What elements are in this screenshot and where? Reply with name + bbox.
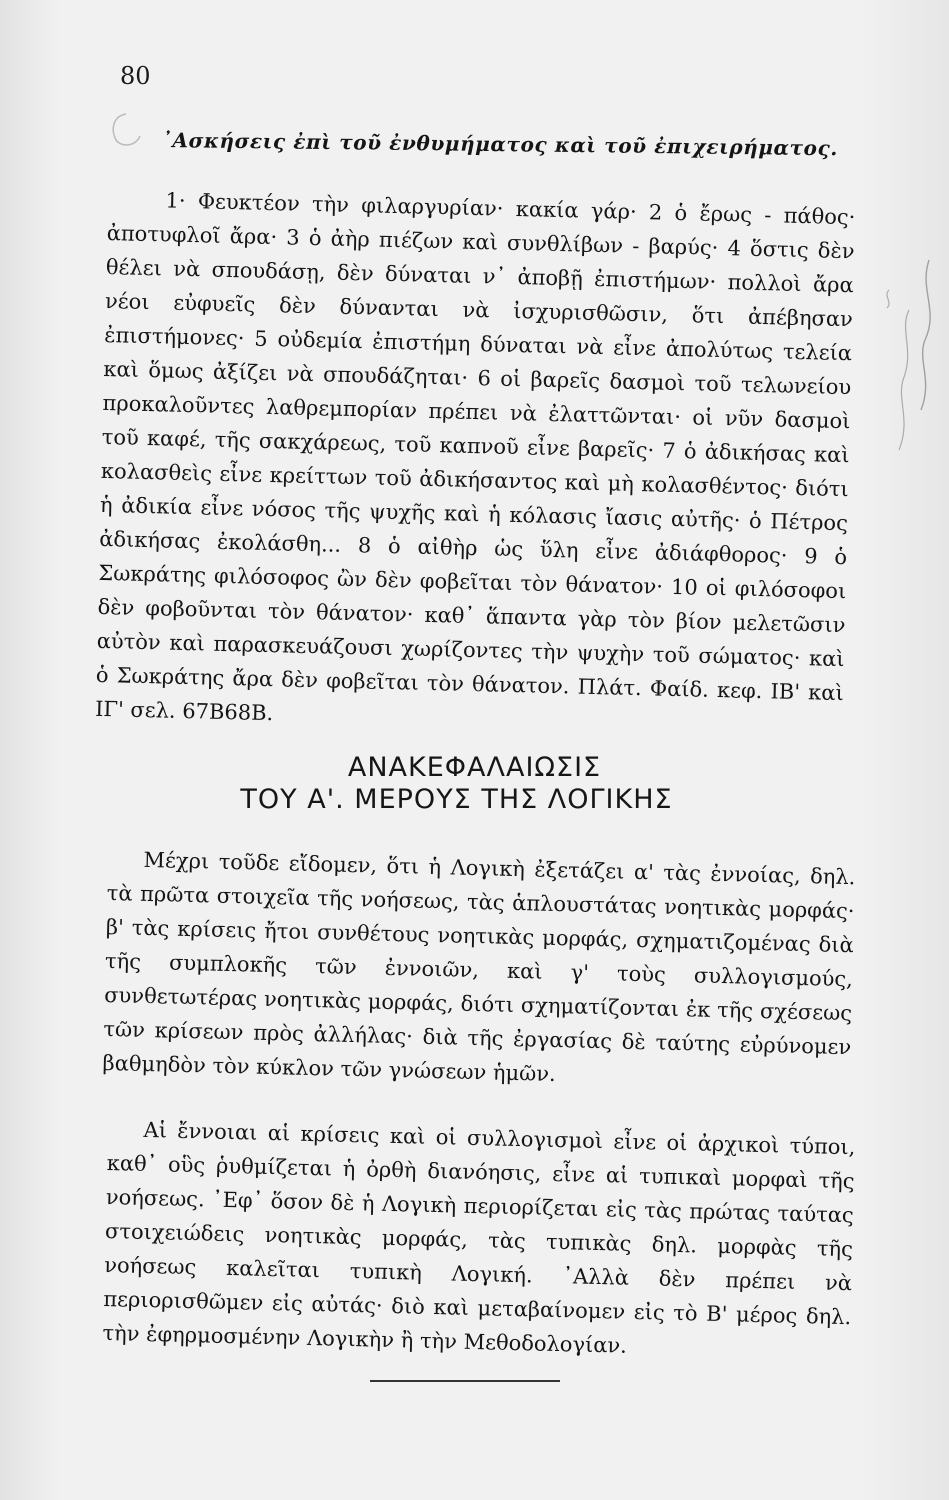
margin-handwriting-icon <box>859 250 949 470</box>
section-heading: ᾿Ασκήσεις ἐπὶ τοῦ ἐνθυμήματος καὶ τοῦ ἐπιχειρήματος. <box>161 128 839 161</box>
closing-rule <box>370 1380 560 1382</box>
summary-paragraph-1: Μέχρι τοῦδε εἴδομεν, ὅτι ἡ Λογικὴ ἐξετάζει α' τὰς ἐννοίας, δηλ. τὰ πρῶτα στοιχεῖα τῆς νοήσεως, τὰς ἁπλουστάτας νοητικὰς μορφάς· β' τὰς κρίσεις ἤτοι συνθέτους νοητικὰς μορφάς, σχηματιζομένας διὰ τῆς συμπλοκῆς τῶν ἐννοιῶν, καὶ γ' τοὺς συλλογισμούς, συνθετωτέρας νοητικὰς μορφάς, διότι σχηματίζονται ἐκ τῆς σχέσεως τῶν κρίσεων πρὸς ἀλλήλας· διὰ τῆς ἐργασίας δὲ ταύτης εὐρύνομεν βαθμηδὸν τὸν κύκλον τῶν γνώσεων ἡμῶν. <box>102 847 856 1087</box>
chapter-title-line-1: ΑΝΑΚΕΦΑΛΑΙΩΣΙΣ <box>347 752 602 783</box>
summary-paragraph-2: Αἱ ἔννοιαι αἱ κρίσεις καὶ οἱ συλλογισμοὶ εἶνε οἱ ἀρχικοὶ τύποι, καθ᾿ οὓς ῥυθμίζεται ἡ ὀρθὴ διανόησις, εἶνε αἱ τυπικαὶ μορφαὶ τῆς νοήσεως. ᾿Εφ᾿ ὅσον δὲ ἡ Λογικὴ περιορίζεται εἰς τὰς πρώτας ταύτας στοιχειώδεις νοητικὰς μορφάς, τὰς τυπικὰς δηλ. μορφὰς τῆς νοήσεως καλεῖται τυπικὴ Λογική. ᾿Αλλὰ δὲν πρέπει νὰ περιορισθῶμεν εἰς αὐτάς· διὸ καὶ μεταβαίνομεν εἰς τὸ Β' μέρος δηλ. τὴν ἐφηρμοσμένην Λογικὴν ἢ τὴν Μεθοδολογίαν. <box>102 1117 856 1358</box>
pencil-circle-mark <box>106 110 146 150</box>
chapter-title-line-2: ΤΟΥ Α'. ΜΕΡΟΥΣ ΤΗΣ ΛΟΓΙΚΗΣ <box>240 784 673 815</box>
exercises-paragraph: 1· Φευκτέον τὴν φιλαργυρίαν· κακία γάρ· 2 ὁ ἔρως - πάθος· ἀποτυφλοῖ ἄρα· 3 ὁ ἀὴρ πιέζων καὶ συνθλίβων - βαρύς· 4 ὅστις δὲν θέλει νὰ σπουδάσῃ, δὲν δύναται ν᾿ ἀποβῇ ἐπιστήμων· πολλοὶ ἄρα νέοι εὐφυεῖς δὲν δύνανται νὰ ἰσχυρισθῶσιν, ὅτι ἀπέβησαν ἐπιστήμονες· 5 οὐδεμία ἐπιστήμη δύναται νὰ εἶνε ἀπολύτως τελεία καὶ ὅμως ἀξίζει νὰ σπουδάζηται· 6 οἱ βαρεῖς δασμοὶ τοῦ τελωνείου προκαλοῦντες λαθρεμπορίαν πρέπει νὰ ἐλαττῶνται· οἱ νῦν δασμοὶ τοῦ καφέ, τῆς σακχάρεως, τοῦ καπνοῦ εἶνε βαρεῖς· 7 ὁ ἀδικήσας καὶ κολασθεὶς εἶνε κρείττων τοῦ ἀδικήσαντος καὶ μὴ κολασθέντος· διότι ἡ ἀδικία εἶνε νόσος τῆς ψυχῆς καὶ ἡ κόλασις ἴασις αὐτῆς· ὁ Πέτρος ἀδικήσας ἐκολάσθη... 8 ὁ αἰθὴρ ὡς ὕλη εἶνε ἀδιάφθορος· 9 ὁ Σωκράτης φιλόσοφος ὢν δὲν φοβεῖται τὸν θάνατον· 10 οἱ φιλόσοφοι δὲν φοβοῦνται τὸν θάνατον· καθ᾿ ἅπαντα γὰρ τὸν βίον μελετῶσιν αὐτὸν καὶ παρασκευάζουσι χωρίζοντες τὴν ψυχὴν τοῦ σώματος· καὶ ὁ Σωκράτης ἄρα δὲν φοβεῖται τὸν θάνατον. Πλάτ. Φαίδ. κεφ. ΙΒ' καὶ ΙΓ' σελ. 67Β68Β. <box>94 188 856 726</box>
page-number: 80 <box>120 62 151 90</box>
